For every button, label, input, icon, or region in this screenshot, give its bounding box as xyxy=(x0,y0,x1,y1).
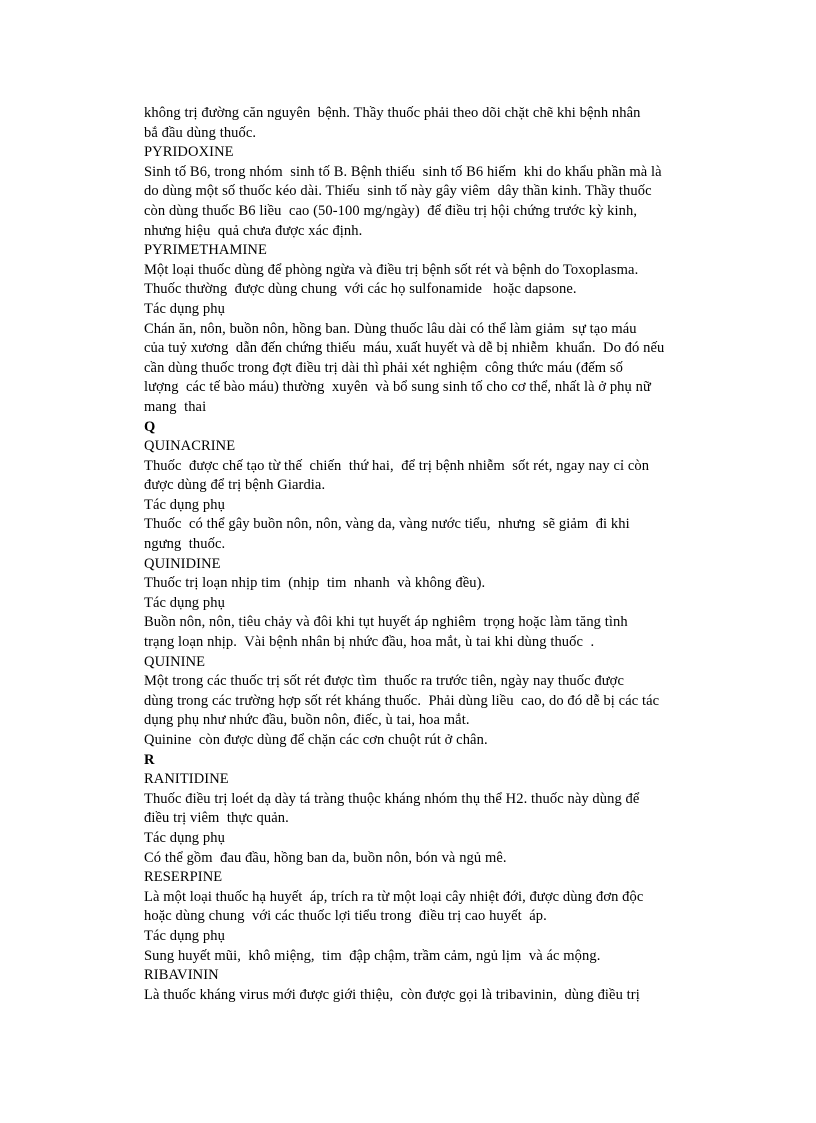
drug-entry-heading: QUINIDINE xyxy=(144,555,221,572)
body-text-line: Chán ăn, nôn, buồn nôn, hồng ban. Dùng thuốc lâu dài có thể làm giảm sự tạo máu xyxy=(144,320,637,337)
drug-entry-heading: QUINACRINE xyxy=(144,438,236,455)
drug-entry-heading: PYRIDOXINE xyxy=(144,144,234,161)
body-text-line: Thuốc có thể gây buồn nôn, nôn, vàng da, vàng nước tiểu, nhưng sẽ giảm đi khi xyxy=(144,516,630,533)
body-text-line: Buồn nôn, nôn, tiêu chảy và đôi khi tụt huyết áp nghiêm trọng hoặc làm tăng tình xyxy=(144,614,628,631)
section-letter-heading: R xyxy=(144,751,155,768)
body-text-line: dụng phụ như nhức đầu, buồn nôn, điếc, ù tai, hoa mắt. xyxy=(144,712,470,729)
body-text-line: Một loại thuốc dùng để phòng ngừa và điều trị bệnh sốt rét và bệnh do Toxoplasma. xyxy=(144,261,639,278)
body-text-line: Sung huyết mũi, khô miệng, tim đập chậm, trầm cảm, ngủ lịm và ác mộng. xyxy=(144,947,601,964)
body-text-line: Là thuốc kháng virus mới được giới thiệu, còn được gọi là tribavinin, dùng điều trị xyxy=(144,986,640,1003)
section-letter-heading: Q xyxy=(144,418,156,435)
side-effects-subheading: Tác dụng phụ xyxy=(144,927,225,944)
body-text-line: được dùng để trị bệnh Giardia. xyxy=(144,477,326,494)
drug-entry-heading: RANITIDINE xyxy=(144,771,229,788)
body-text-line: nhưng hiệu quả chưa được xác định. xyxy=(144,222,363,239)
drug-entry-heading: PYRIMETHAMINE xyxy=(144,242,267,259)
body-text-line: của tuỷ xương dẫn đến chứng thiếu máu, xuất huyết và dễ bị nhiễm khuẩn. Do đó nếu xyxy=(144,340,665,357)
body-text-line: điều trị viêm thực quản. xyxy=(144,810,289,827)
body-text-line: mang thai xyxy=(144,398,207,415)
body-text-line: Thuốc điều trị loét dạ dày tá tràng thuộc kháng nhóm thụ thể H2. thuốc này dùng để xyxy=(144,790,640,807)
body-text-line: không trị đường căn nguyên bệnh. Thầy thuốc phải theo dõi chặt chẽ khi bệnh nhân xyxy=(144,105,641,121)
side-effects-subheading: Tác dụng phụ xyxy=(144,300,225,317)
body-text-line: lượng các tế bào máu) thường xuyên và bổ sung sinh tố cho cơ thể, nhất là ở phụ nữ xyxy=(144,379,651,396)
body-text-line: Là một loại thuốc hạ huyết áp, trích ra từ một loại cây nhiệt đới, được dùng đơn độc xyxy=(144,888,644,905)
body-text-line: Có thể gồm đau đầu, hồng ban da, buồn nôn, bón và ngủ mê. xyxy=(144,849,507,866)
body-text-line: Thuốc trị loạn nhịp tim (nhịp tim nhanh và không đều). xyxy=(144,575,486,592)
body-text-line: hoặc dùng chung với các thuốc lợi tiểu trong điều trị cao huyết áp. xyxy=(144,908,547,925)
drug-entry-heading: QUININE xyxy=(144,653,206,670)
document-body xyxy=(144,104,704,1005)
side-effects-subheading: Tác dụng phụ xyxy=(144,829,225,846)
body-text-line: Thuốc được chế tạo từ thế chiến thứ hai, để trị bệnh nhiễm sốt rét, ngay nay cỉ còn xyxy=(144,457,650,474)
body-text-line: cần dùng thuốc trong đợt điều trị dài thì phải xét nghiệm công thức máu (đếm số xyxy=(144,359,623,376)
body-text-line: Một trong các thuốc trị sốt rét được tìm thuốc ra trước tiên, ngày nay thuốc được xyxy=(144,673,624,690)
body-text-line: dùng trong các trường hợp sốt rét kháng thuốc. Phải dùng liều cao, do đó dễ bị các tác xyxy=(144,692,660,709)
drug-entry-heading: RIBAVININ xyxy=(144,967,219,984)
drug-entry-heading: RESERPINE xyxy=(144,869,223,886)
side-effects-subheading: Tác dụng phụ xyxy=(144,496,225,513)
body-text-line: trạng loạn nhịp. Vài bệnh nhân bị nhức đầu, hoa mắt, ù tai khi dùng thuốc . xyxy=(144,634,595,651)
body-text-line: bắ đầu dùng thuốc. xyxy=(144,124,257,141)
body-text-line: Thuốc thường được dùng chung với các họ sulfonamide hoặc dapsone. xyxy=(144,281,577,298)
body-text-line: ngưng thuốc. xyxy=(144,536,226,553)
body-text-line: Quinine còn được dùng để chặn các cơn chuột rút ở chân. xyxy=(144,732,488,748)
body-text-line: Sinh tố B6, trong nhóm sinh tố B. Bệnh thiếu sinh tố B6 hiếm khi do khẩu phần mà là xyxy=(144,163,662,180)
body-text-line: do dùng một số thuốc kéo dài. Thiếu sinh tố này gây viêm dây thần kinh. Thầy thuốc xyxy=(144,183,652,200)
side-effects-subheading: Tác dụng phụ xyxy=(144,594,225,611)
body-text-line: còn dùng thuốc B6 liều cao (50-100 mg/ngày) để điều trị hội chứng trước kỳ kinh, xyxy=(144,202,638,219)
